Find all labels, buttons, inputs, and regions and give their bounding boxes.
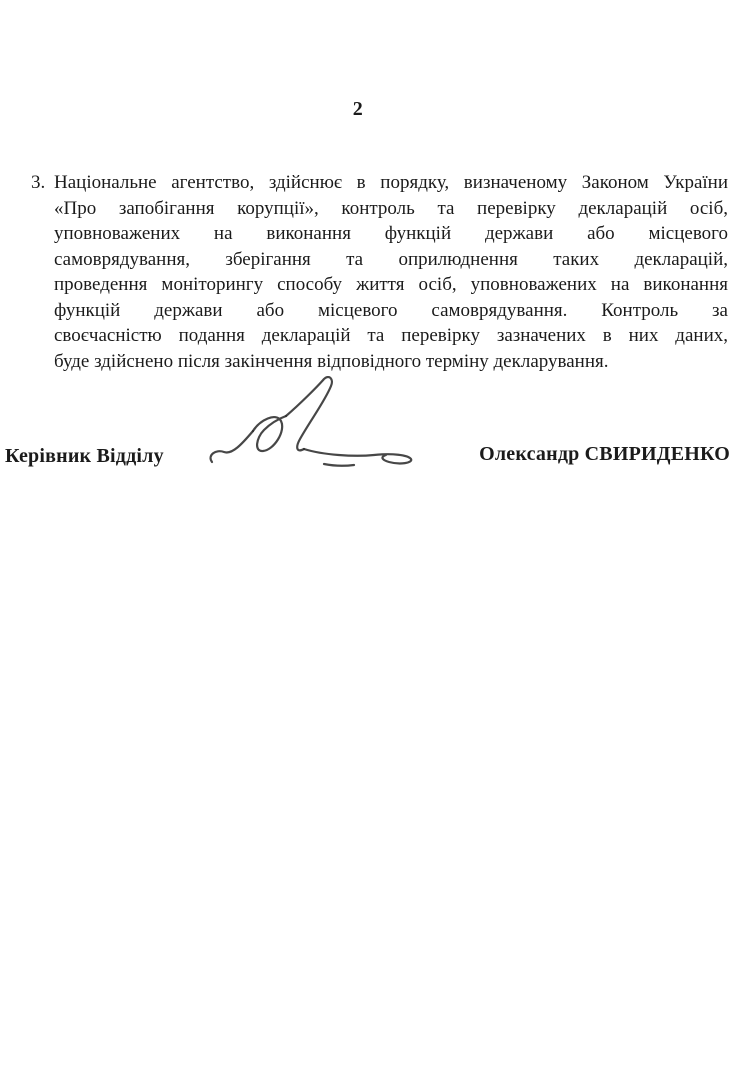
- list-item-number: 3.: [31, 172, 46, 193]
- paragraph-line: самоврядування, зберігання та оприлюднення таких декларацій,: [54, 248, 728, 270]
- handwritten-signature-icon: [208, 376, 420, 468]
- paragraph-item-3: [31, 170, 728, 374]
- paragraph-line: функцій держави або місцевого самоврядування. Контроль за: [54, 299, 728, 321]
- paragraph-line: «Про запобігання корупції», контроль та перевірку декларацій осіб,: [54, 197, 728, 219]
- signatory-name: Олександр СВИРИДЕНКО: [479, 443, 730, 465]
- paragraph-line: уповноважених на виконання функцій держави або місцевого: [54, 223, 728, 244]
- signatory-role-label: Керівник Відділу: [5, 445, 164, 467]
- paragraph-line: проведення моніторингу способу життя осіб, уповноважених на виконання: [54, 274, 728, 295]
- paragraph-line: буде здійснено після закінчення відповідного терміну декларування.: [54, 350, 609, 372]
- page-number: 2: [352, 98, 364, 120]
- paragraph-line: своєчасністю подання декларацій та перевірку зазначених в них даних,: [54, 325, 728, 346]
- paragraph-line: Національне агентство, здійснює в порядку, визначеному Законом України: [54, 172, 728, 193]
